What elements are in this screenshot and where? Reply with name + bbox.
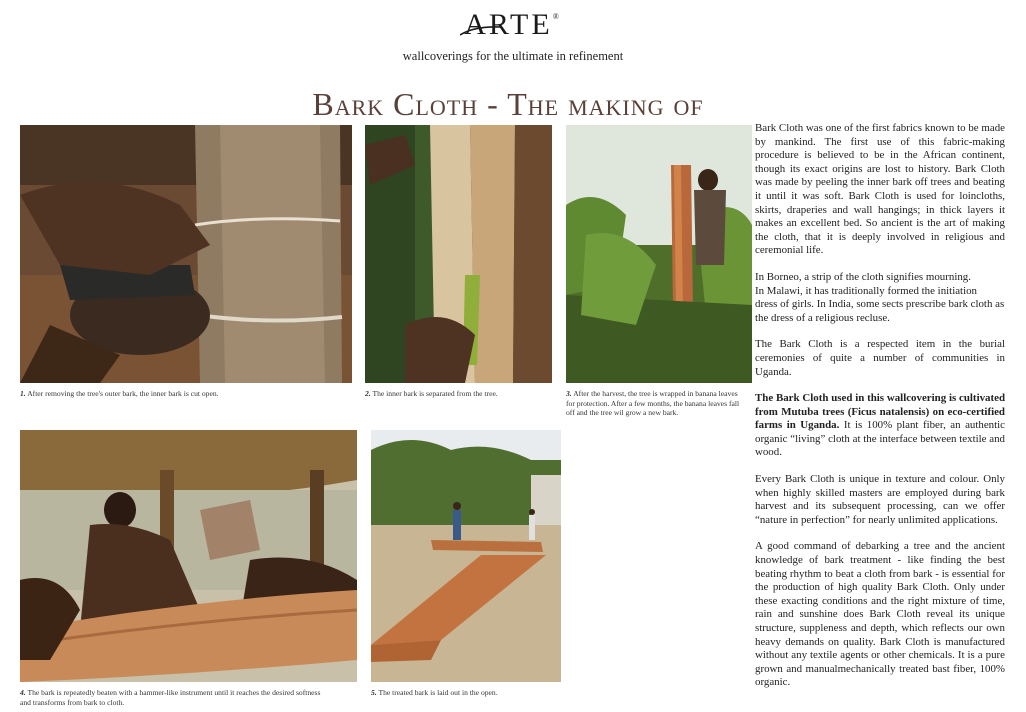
photo-5-number: 5.	[371, 688, 377, 697]
paragraph-burial: The Bark Cloth is a respected item in the burial ceremonies of quite a number of communities in Uganda.	[755, 338, 1005, 378]
photo-4-number: 4.	[20, 688, 26, 697]
photo-3-number: 3.	[566, 389, 572, 398]
paragraph-uniqueness: Every Bark Cloth is unique in texture and colour. Only when highly skilled masters are employed during bark harvest and its subsequent processing, can we offer “nature in perfection” for nearly unlimited applications.	[755, 473, 1005, 526]
photo-1-caption	[20, 389, 360, 399]
paragraph-cultivation-rest: It is 100% plant fiber, an authentic organic “living” cloth at the interface between textile and wood.	[755, 419, 1005, 459]
photo-3-caption-line-2: for protection. After a few months, the banana leaves fall	[566, 398, 740, 408]
paragraph-regions-line-4: the dress of a religious recluse.	[755, 311, 890, 324]
paragraph-craft: A good command of debarking a tree and the ancient knowledge of bark treatment - like finding the best beating rhythm to beat a cloth from bark - is essential for the production of high quality Bark Cloth. Only under these exacting conditions and the right mixture of time, rain and sunshine does Bark Cloth reveal its unique structure, suppleness and depth, which reflects our own heavy demands on quality. Bark Cloth is manufactured without any textile agents or other chemicals. It is a pure grown and manualmechanically treated bast fiber, 100% organic.	[755, 540, 1005, 689]
logo-registered-mark: ®	[552, 12, 562, 21]
paragraph-regions	[755, 271, 1005, 325]
photo-beating-bark	[20, 430, 357, 682]
photo-laid-out-bark-image	[371, 430, 561, 682]
page-title: Bark Cloth - The making of	[312, 86, 704, 122]
photo-4-caption-line-1: The bark is repeatedly beaten with a hammer-like instrument until it reaches the desired softness	[27, 688, 321, 697]
brand-tagline: wallcoverings for the ultimate in refinement	[402, 49, 624, 63]
paragraph-cultivation	[755, 392, 1005, 460]
photo-5-caption	[371, 688, 571, 698]
photo-wrapped-tree-image	[566, 125, 752, 383]
photo-2-caption-text: The inner bark is separated from the tree.	[372, 389, 498, 398]
photo-1-caption-text: After removing the tree's outer bark, the inner bark is cut open.	[27, 389, 219, 398]
brand-logo	[0, 8, 1026, 42]
logo-wordmark	[464, 8, 562, 42]
photo-laid-out-bark	[371, 430, 561, 682]
photo-4-caption-line-2: and transforms from bark to cloth.	[20, 697, 125, 707]
photo-separated-bark	[365, 125, 552, 383]
paragraph-regions-line-1: In Borneo, a strip of the cloth signifies mourning.	[755, 270, 971, 283]
article-body	[755, 122, 1005, 690]
photo-2-caption	[365, 389, 555, 399]
photo-4-caption	[20, 688, 380, 707]
photo-3-caption-line-1: After the harvest, the tree is wrapped in banana leaves	[573, 389, 738, 398]
logo-text: ARTE	[464, 8, 553, 41]
photo-separated-bark-image	[365, 125, 552, 383]
photo-cutting-bark-image	[20, 125, 352, 383]
photo-5-caption-text: The treated bark is laid out in the open.	[378, 688, 498, 697]
photo-beating-bark-image	[20, 430, 357, 682]
paragraph-regions-line-2: In Malawi, it has traditionally formed the initiation	[755, 284, 977, 297]
photo-1-number: 1.	[20, 389, 26, 398]
logo-swoosh-icon	[460, 24, 500, 36]
photo-3-caption	[566, 389, 756, 418]
photo-2-number: 2.	[365, 389, 371, 398]
photo-cutting-bark	[20, 125, 352, 383]
paragraph-cultivation-bold: The Bark Cloth used in this wallcovering is cultivated from Mutuba trees (Ficus natalensis) on eco-certified farms in Uganda.	[755, 392, 1005, 432]
paragraph-history: Bark Cloth was one of the first fabrics known to be made by mankind. The first use of this fabric-making procedure is believed to be in the African continent, though its exact origins are lost to history. Bark Cloth was made by peeling the inner bark off trees and beating it until it was soft. Bark Cloth is used for loincloths, skirts, draperies and wall hangings; in thick layers it makes an excellent bed. So ancient is the art of making the cloth, that it is deeply involved in religious and ceremonial life.	[755, 122, 1005, 257]
photo-3-caption-line-3: off and the tree wil grow a new bark.	[566, 408, 679, 417]
paragraph-regions-line-3: dress of girls. In India, some sects prescribe bark cloth as	[755, 298, 1005, 311]
photo-wrapped-tree	[566, 125, 752, 383]
